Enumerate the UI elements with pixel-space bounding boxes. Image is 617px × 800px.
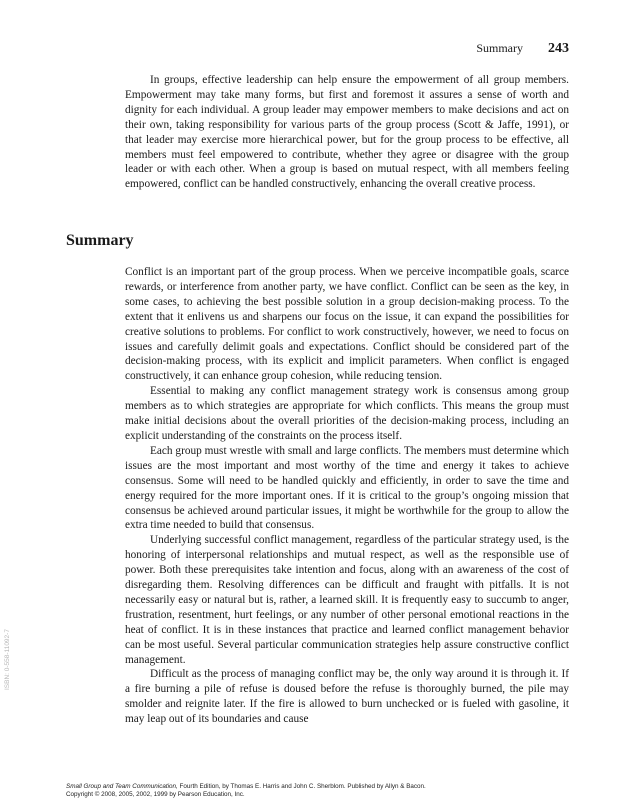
summary-paragraph: Each group must wrestle with small and large conflicts. The members must determine which issues are the most important and most worthy of the time and energy it takes to achieve consensus. Some will need to be handled quickly and efficiently, in order to save the time and energy required for the more important ones. If it is critical to the group’s ongoing mission that consensus be achieved around particular issues, it might be worthwhile for the group to allow the extra time needed to build that consensus. [125,444,569,532]
summary-paragraph: Difficult as the process of managing conflict may be, the only way around it is through it. If a fire burning a pile of refuse is doused before the refuse is thoroughly burned, the pile may smolder and reignite later. If the fire is allowed to burn unchecked or is fueled with gasoline, it may leap out of its boundaries and cause [125,668,569,726]
running-head-title: Summary [476,41,523,55]
summary-paragraph: Underlying successful conflict management, regardless of the particular strategy used, is the honoring of interpersonal relationships and mutual respect, as well as the responsible use of power. Both these prerequisites take intention and focus, along with an awareness of the cost of disregarding them. Resolving differences can be difficult and fraught with pitfalls. It is not necessarily easy or natural but is, rather, a learned skill. It is frequently easy to succumb to anger, frustration, resentment, hurt feelings, or any number of other personal emotional reactions in the heat of conflict. It is in these instances that practice and learned conflict management behavior can be most useful. Several particular communication strategies help assure constructive conflict management. [125,534,569,666]
summary-paragraph: Conflict is an important part of the group process. When we perceive incompatible goals, scarce rewards, or interference from another party, we have conflict. Conflict can be seen as the key, in some cases, to achieving the best possible solution in a group decision-making process. To the extent that it enlivens us and sharpens our focus on the issue, it can expand the possibilities for creative solutions to problems. For conflict to work constructively, however, we need to focus on issues and carefully delimit goals and expectations. Conflict should be considered part of the decision-making process, with its explicit and implicit parameters. When conflict is engaged constructively, it can enhance group cohesion, while reducing tension. [125,266,569,383]
page-number: 243 [548,41,569,56]
footer-citation: Fourth Edition, by Thomas E. Harris and John C. Sherblom. Published by Allyn & Bacon. [177,783,426,790]
intro-section [125,73,569,192]
intro-paragraph: In groups, effective leadership can help ensure the empowerment of all group members. Empowerment may take many forms, but first and foremost it assures a sense of worth and dignity for each individual. A group leader may empower members to make decisions and act on their own, taking responsibility for various parts of the group process (Scott & Jaffe, 1991), or that leader may exercise more hierarchical power, but for the group process to be effective, all members must feel empowered to contribute, whether they agree or disagree with the group leader or with each other. When a group is based on mutual respect, with all members feeling empowered, conflict can be handled constructively, enhancing the overall creative process. [125,74,569,191]
section-heading: Summary [66,232,134,249]
footer-copyright: Copyright © 2008, 2005, 2002, 1999 by Pearson Education, Inc. [66,791,245,798]
page-footer [66,783,426,799]
summary-paragraph: Essential to making any conflict management strategy work is consensus among group members as to which strategies are appropriate for which conflicts. This means the group must make initial decisions about the overall priorities of the decision-making process, including an explicit understanding of the constraints on the process itself. [125,385,569,442]
isbn-margin-note: ISBN: 0-558-11092-7 [4,629,11,690]
footer-book-title: Small Group and Team Communication, [66,783,178,790]
summary-section [125,265,569,727]
running-head [476,41,569,57]
footer-citation-line [66,783,426,791]
